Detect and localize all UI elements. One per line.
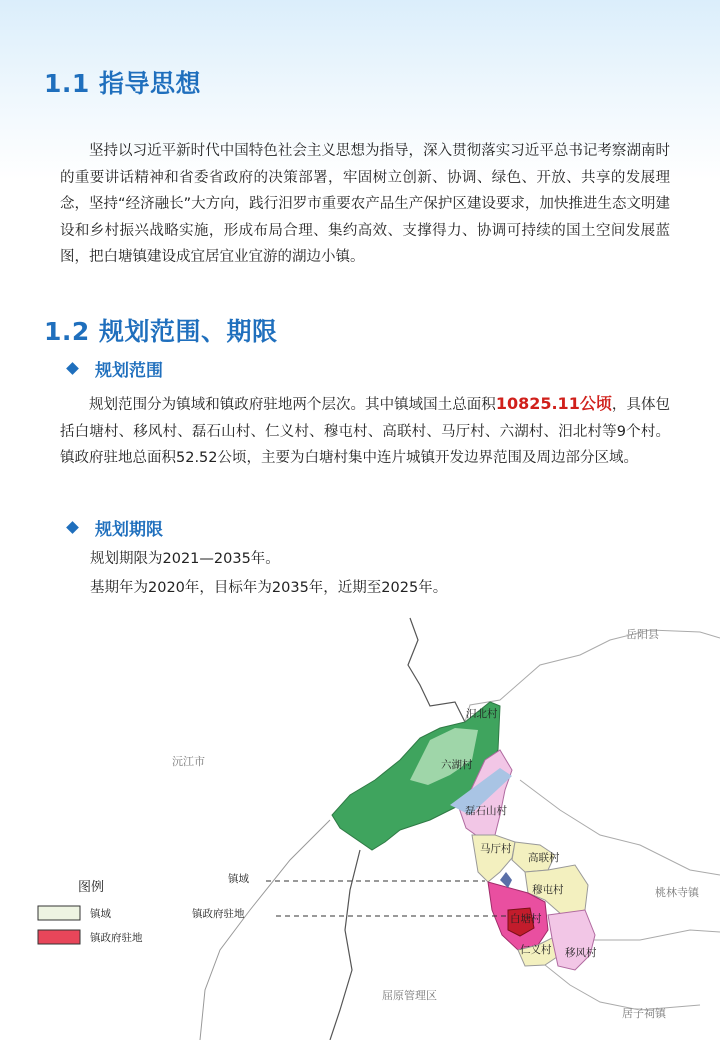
period-heading — [66, 515, 163, 540]
label-gaolian: 高联村 — [528, 852, 560, 864]
callout-label-seat: 镇政府驻地 — [192, 908, 245, 920]
label-mibei: 汨北村 — [466, 708, 498, 720]
county-boundary-north — [408, 618, 465, 722]
label-baitang: 白塘村 — [510, 913, 542, 925]
legend-label-town: 镇域 — [90, 908, 111, 920]
scope-text-before: 规划范围分为镇域和镇政府驻地两个层次。其中镇域国土总面积 — [89, 397, 496, 413]
regional-boundary-se — [590, 930, 720, 940]
area-highlight: 10825.11公顷 — [495, 394, 612, 413]
label-liuhu: 六湖村 — [441, 759, 473, 771]
callout-label-town: 镇域 — [228, 873, 249, 885]
label-quyuan: 屈原管理区 — [382, 989, 437, 1002]
diamond-bullet-icon — [66, 521, 79, 534]
legend-swatch-town — [38, 906, 80, 920]
county-boundary-south — [330, 850, 360, 1040]
label-taolin: 桃林寺镇 — [655, 886, 699, 899]
guiding-paragraph: 坚持以习近平新时代中国特色社会主义思想为指导，深入贯彻落实习近平总书记考察湖南时的重要讲话精神和省委省政府的决策部署，牢固树立创新、协调、绿色、开放、共享的发展理念，坚持“经济融长”大方向，践行汨罗市重要农产品生产保护区建设要求，加快推进生态文明建设和乡村振兴战略实施，形成布局合理、集约高效、支撑得力、协调可持续的国土空间发展蓝图，把白塘镇建设成宜居宜业宜游的湖边小镇。 — [60, 143, 670, 265]
legend-swatch-seat — [38, 930, 80, 944]
scope-text-after: ，具体包括白塘村、移风村、磊石山村、仁义村、穆屯村、高联村、马厅村、六湖村、汨北村等9个村。镇政府驻地总面积52.52公顷，主要为白塘村集中连片城镇开发边界范围及周边部分区域。 — [60, 397, 671, 466]
scope-heading-text: 规划范围 — [95, 361, 163, 381]
legend-title: 图例 — [78, 880, 105, 895]
period-heading-text: 规划期限 — [95, 520, 163, 540]
regional-boundary-south — [545, 965, 700, 1010]
scope-heading — [66, 356, 163, 381]
label-renyi: 仁义村 — [520, 944, 552, 956]
scope-paragraph — [60, 391, 670, 472]
label-mutun: 穆屯村 — [532, 884, 564, 896]
period-line-1: 规划期限为2021—2035年。 — [90, 551, 280, 567]
legend — [38, 880, 143, 944]
regional-boundary-west — [200, 820, 330, 1040]
label-mating: 马厅村 — [480, 843, 512, 855]
period-line-2: 基期年为2020年，目标年为2035年，近期至2025年。 — [90, 580, 448, 596]
region-yifeng — [548, 910, 595, 970]
section-1-title: 1.1 指导思想 — [44, 69, 201, 98]
label-leishishan: 磊石山村 — [465, 805, 507, 817]
section-2-title: 1.2 规划范围、期限 — [44, 317, 278, 346]
planning-map — [0, 610, 720, 1040]
legend-label-seat: 镇政府驻地 — [90, 932, 143, 944]
label-yifeng: 移风村 — [565, 947, 597, 959]
diamond-bullet-icon — [66, 362, 79, 375]
label-juzi: 居子祠镇 — [622, 1007, 666, 1020]
label-yueyang: 岳阳县 — [626, 628, 659, 641]
label-yuanjiang: 沅江市 — [172, 755, 205, 768]
regional-boundary-ne — [465, 630, 720, 722]
